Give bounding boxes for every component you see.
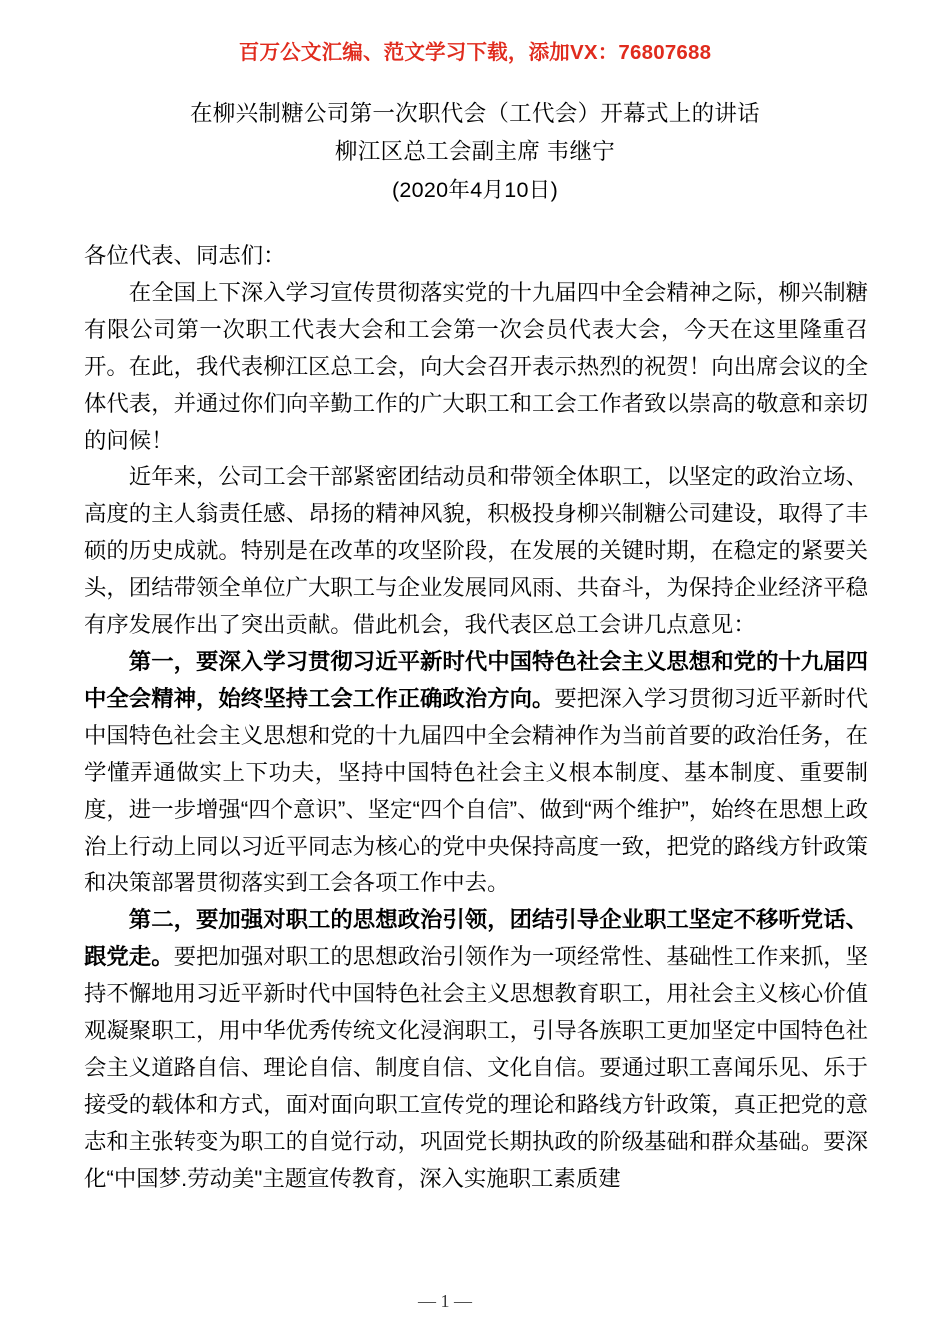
document-body [84,238,868,1198]
section-2-rest: 要把加强对职工的思想政治引领作为一项经常性、基础性工作来抓，坚持不懈地用习近平新时代中国特色社会主义思想教育职工，用社会主义核心价值观凝聚职工，用中华优秀传统文化浸润职工，引导各族职工更加坚定中国特色社会主义道路自信、理论自信、制度自信、文化自信。要通过职工喜闻乐见、乐于接受的载体和方式，面对面向职工宣传党的理论和路线方针政策，真正把党的意志和主张转变为职工的自觉行动，巩固党长期执政的阶级基础和群众基础。要深化“中国梦.劳动美"主题宣传教育，深入实施职工素质建 [84,944,869,1191]
page-number-footer: — 1 — [418,1291,472,1311]
paragraph-2: 近年来，公司工会干部紧密团结动员和带领全体职工，以坚定的政治立场、高度的主人翁责任感、昂扬的精神风貌，积极投身柳兴制糖公司建设，取得了丰硕的历史成就。特别是在改革的攻坚阶段，在发展的关键时期，在稳定的紧要关头，团结带领全单位广大职工与企业发展同风雨、共奋斗，为保持企业经济平稳有序发展作出了突出贡献。借此机会，我代表区总工会讲几点意见： [84,464,868,638]
document-date: (2020年4月10日) [391,178,559,202]
document-title: 在柳兴制糖公司第一次职代会（工代会）开幕式上的讲话 [189,101,760,126]
section-1-lead: 第一，要深入学习贯彻习近平新时代中国特色社会主义思想和党的十九届四中全会精神，始终坚持工会工作正确政治方向。 [84,648,868,711]
section-2-lead: 第二，要加强对职工的思想政治引领，团结引导企业职工坚定不移听党话、跟党走。 [84,907,868,970]
document-byline: 柳江区总工会副主席 韦继宁 [334,139,616,164]
section-1-rest: 要把深入学习贯彻习近平新时代中国特色社会主义思想和党的十九届四中全会精神作为当前首要的政治任务，在学懂弄通做实上下功夫，坚持中国特色社会主义根本制度、基本制度、重要制度，进一步增强“四个意识”、坚定“四个自信”、做到“两个维护”，始终在思想上政治上行动上同以习近平同志为核心的党中央保持高度一致，把党的路线方针政策和决策部署贯彻落实到工会各项工作中去。 [84,685,869,896]
salutation: 各位代表、同志们： [84,243,286,268]
title-block [0,98,950,206]
promo-header-text: 百万公文汇编、范文学习下载，添加VX：76807688 [238,41,712,64]
section-2 [84,902,868,1197]
section-1 [84,644,868,902]
paragraph-1: 在全国上下深入学习宣传贯彻落实党的十九届四中全会精神之际，柳兴制糖有限公司第一次职工代表大会和工会第一次会员代表大会，今天在这里隆重召开。在此，我代表柳江区总工会，向大会召开表示热烈的祝贺！向出席会议的全体代表，并通过你们向辛勤工作的广大职工和工会工作者致以崇高的敬意和亲切的问候！ [84,279,868,453]
